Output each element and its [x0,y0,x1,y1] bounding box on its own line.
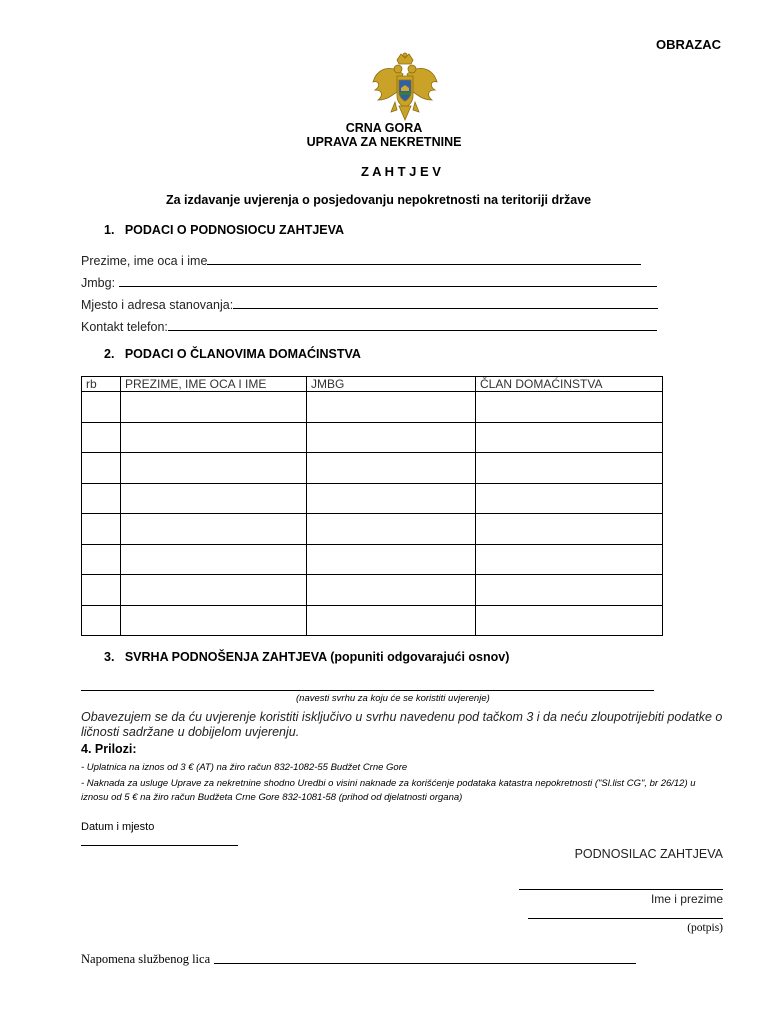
cell-member[interactable] [476,453,663,484]
field-label: Prezime, ime oca i ime [81,254,208,268]
cell-member[interactable] [476,422,663,453]
cell-jmbg[interactable] [307,544,476,575]
date-place-label: Datum i mjesto [81,821,155,833]
field-jmbg[interactable] [81,274,657,290]
field-label: Kontakt telefon: [81,320,168,334]
cell-name[interactable] [121,483,307,514]
name-fill-line[interactable] [519,889,723,890]
attachment-item-2: - Naknada za usluge Uprave za nekretnine shodno Uredbi o visini naknade za korišćenje podataka katastra nepokretnosti ("Sl.list CG", br 26/12) u iznosu od 5 € na žiro račun Budžeta Crne Gore 832-1081-58 (prihod od djelatnosti organa) [81,778,696,803]
fill-line [233,308,658,309]
table-row [82,575,663,606]
declaration-text: Obavezujem se da ću uvjerenje koristiti isključivo u svrhu navedenu pod tačkom 3 i da neću zloupotrijebiti podatke o ličnosti sadržane u dobijelom uvjerenju. [81,710,723,739]
table-row [82,453,663,484]
section1-heading: 1. PODACI O PODNOSIOCU ZAHTJEVA [104,223,345,237]
cell-rb[interactable] [82,392,121,423]
cell-name[interactable] [121,544,307,575]
name-label: Ime i prezime [650,892,723,906]
cell-jmbg[interactable] [307,392,476,423]
cell-rb[interactable] [82,575,121,606]
cell-name[interactable] [121,422,307,453]
purpose-hint: (navesti svrhu za koju će se koristiti uvjerenje) [296,693,490,704]
cell-rb[interactable] [82,483,121,514]
cell-jmbg[interactable] [307,605,476,636]
attachment-item-1: - Uplatnica na iznos od 3 € (AT) na žiro račun 832-1082-55 Budžet Crne Gore [81,762,408,773]
fill-line [214,963,636,964]
cell-name[interactable] [121,392,307,423]
field-phone[interactable] [81,318,657,334]
document-title: Z A H T J E V [361,164,441,179]
field-address[interactable] [81,296,658,312]
cell-rb[interactable] [82,514,121,545]
column-header-jmbg: JMBG [307,377,476,392]
official-note-field[interactable] [81,951,636,967]
cell-member[interactable] [476,514,663,545]
table-header-row [82,377,663,392]
section4-heading: 4. Prilozi: [81,742,137,756]
fill-line [119,286,657,287]
cell-jmbg[interactable] [307,575,476,606]
section3-heading: 3. SVRHA PODNOŠENJA ZAHTJEVA (popuniti odgovarajući osnov) [104,650,510,664]
cell-rb[interactable] [82,422,121,453]
signature-fill-line[interactable] [528,918,723,919]
table-row [82,392,663,423]
cell-rb[interactable] [82,544,121,575]
cell-member[interactable] [476,392,663,423]
official-note-label: Napomena službenog lica [81,952,211,966]
fill-line [207,264,641,265]
field-label: Jmbg: [81,276,116,290]
cell-rb[interactable] [82,453,121,484]
coat-of-arms-emblem [369,52,441,124]
column-header-name: PREZIME, IME OCA I IME [121,377,307,392]
field-label: Mjesto i adresa stanovanja: [81,298,234,312]
country-name: CRNA GORA [345,121,423,135]
authority-name: UPRAVA ZA NEKRETNINE [306,135,462,149]
form-code: OBRAZAC [656,37,721,52]
table-row [82,483,663,514]
applicant-label: PODNOSILAC ZAHTJEVA [574,847,723,861]
cell-member[interactable] [476,575,663,606]
fill-line [168,330,657,331]
cell-jmbg[interactable] [307,483,476,514]
cell-jmbg[interactable] [307,514,476,545]
cell-name[interactable] [121,605,307,636]
table-row [82,605,663,636]
column-header-rb: rb [82,377,121,392]
cell-member[interactable] [476,544,663,575]
cell-name[interactable] [121,453,307,484]
cell-rb[interactable] [82,605,121,636]
cell-member[interactable] [476,605,663,636]
cell-jmbg[interactable] [307,422,476,453]
cell-name[interactable] [121,514,307,545]
household-members-table [81,376,663,636]
purpose-fill-line[interactable] [81,690,654,691]
signature-label: (potpis) [687,922,723,934]
cell-jmbg[interactable] [307,453,476,484]
table-row [82,422,663,453]
section2-heading: 2. PODACI O ČLANOVIMA DOMAĆINSTVA [104,347,361,361]
cell-member[interactable] [476,483,663,514]
date-place-fill-line[interactable] [81,845,238,846]
table-row [82,514,663,545]
column-header-member: ČLAN DOMAĆINSTVA [476,377,663,392]
cell-name[interactable] [121,575,307,606]
table-row [82,544,663,575]
document-subtitle: Za izdavanje uvjerenja o posjedovanju nepokretnosti na teritoriji države [166,193,592,207]
field-full-name[interactable] [81,252,641,268]
